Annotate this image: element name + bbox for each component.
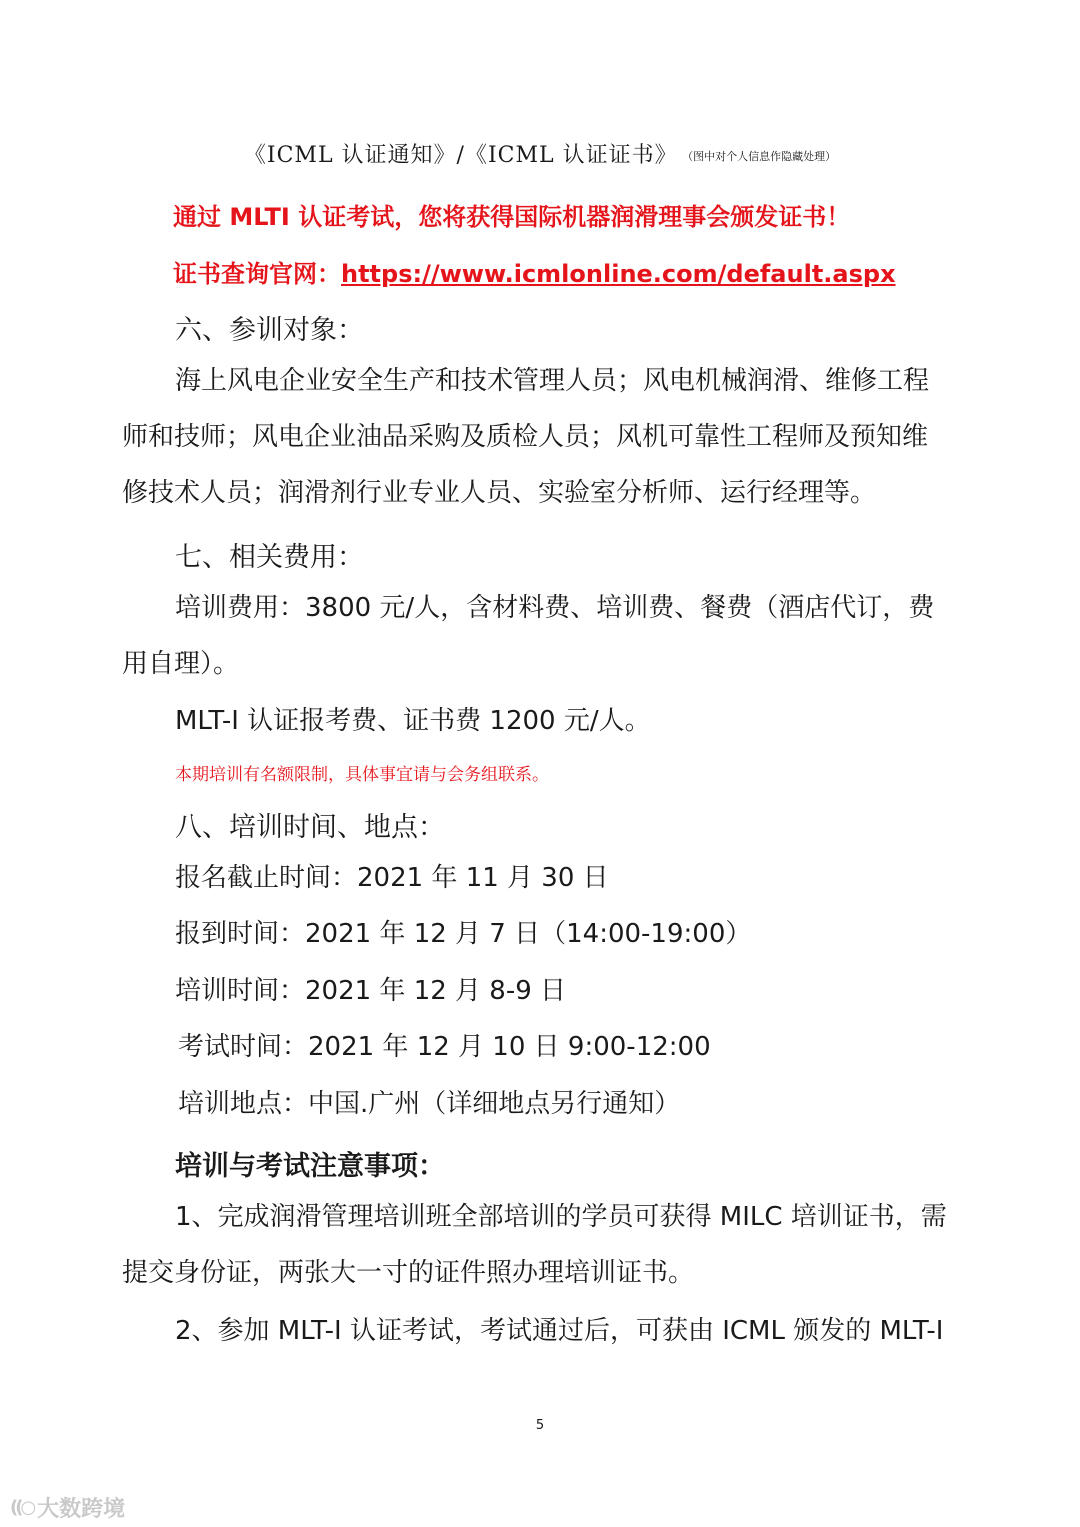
section7-heading: 七、相关费用：: [175, 542, 364, 573]
section6-line: 海上风电企业安全生产和技术管理人员；风电机械润滑、维修工程: [175, 366, 930, 396]
notes-heading: 培训与考试注意事项：: [175, 1151, 445, 1182]
schedule-item: 报到时间：2021 年 12 月 7 日（14:00-19:00）: [175, 919, 752, 949]
section8-heading: 八、培训时间、地点：: [175, 812, 445, 843]
schedule-item: 培训时间：2021 年 12 月 8-9 日: [175, 976, 567, 1006]
fee-line: 培训费用：3800 元/人，含材料费、培训费、餐费（酒店代订，费: [175, 593, 935, 623]
query-label: 证书查询官网：: [173, 260, 341, 288]
page-number: 5: [535, 1418, 545, 1433]
quota-note: 本期培训有名额限制，具体事宜请与会务组联系。: [175, 765, 549, 785]
watermark-text: 大数跨境: [37, 1497, 126, 1522]
certificate-caption: [0, 138, 1080, 169]
section6-heading: 六、参训对象：: [175, 315, 364, 346]
certificate-query-line: [173, 254, 896, 289]
caption-note: （图中对个人信息作隐藏处理）: [687, 150, 837, 163]
watermark: [10, 1492, 125, 1523]
section6-line: 修技术人员；润滑剂行业专业人员、实验室分析师、运行经理等。: [122, 478, 877, 508]
schedule-item: 培训地点：中国.广州（详细地点另行通知）: [178, 1089, 681, 1119]
signal-logo-icon: ((○: [10, 1497, 34, 1518]
fee-line: 用自理）。: [122, 649, 240, 679]
schedule-item: 考试时间：2021 年 12 月 10 日 9:00-12:00: [178, 1032, 711, 1062]
section6-line: 师和技师；风电企业油品采购及质检人员；风机可靠性工程师及预知维: [122, 422, 929, 452]
icml-link[interactable]: https://www.icmlonline.com/default.aspx: [341, 260, 896, 288]
note-line: 提交身份证，两张大一寸的证件照办理培训证书。: [122, 1258, 695, 1288]
cert-fee-line: MLT-I 认证报考费、证书费 1200 元/人。: [175, 706, 651, 736]
note-line: 2、参加 MLT-I 认证考试，考试通过后，可获由 ICML 颁发的 MLT-I: [175, 1316, 944, 1346]
note-line: 1、完成润滑管理培训班全部培训的学员可获得 MILC 培训证书，需: [175, 1202, 947, 1232]
pass-notice: 通过 MLTI 认证考试，您将获得国际机器润滑理事会颁发证书！: [173, 203, 851, 231]
caption-main: 《ICML 认证通知》/《ICML 认证证书》: [243, 143, 678, 168]
schedule-item: 报名截止时间：2021 年 11 月 30 日: [175, 863, 609, 893]
